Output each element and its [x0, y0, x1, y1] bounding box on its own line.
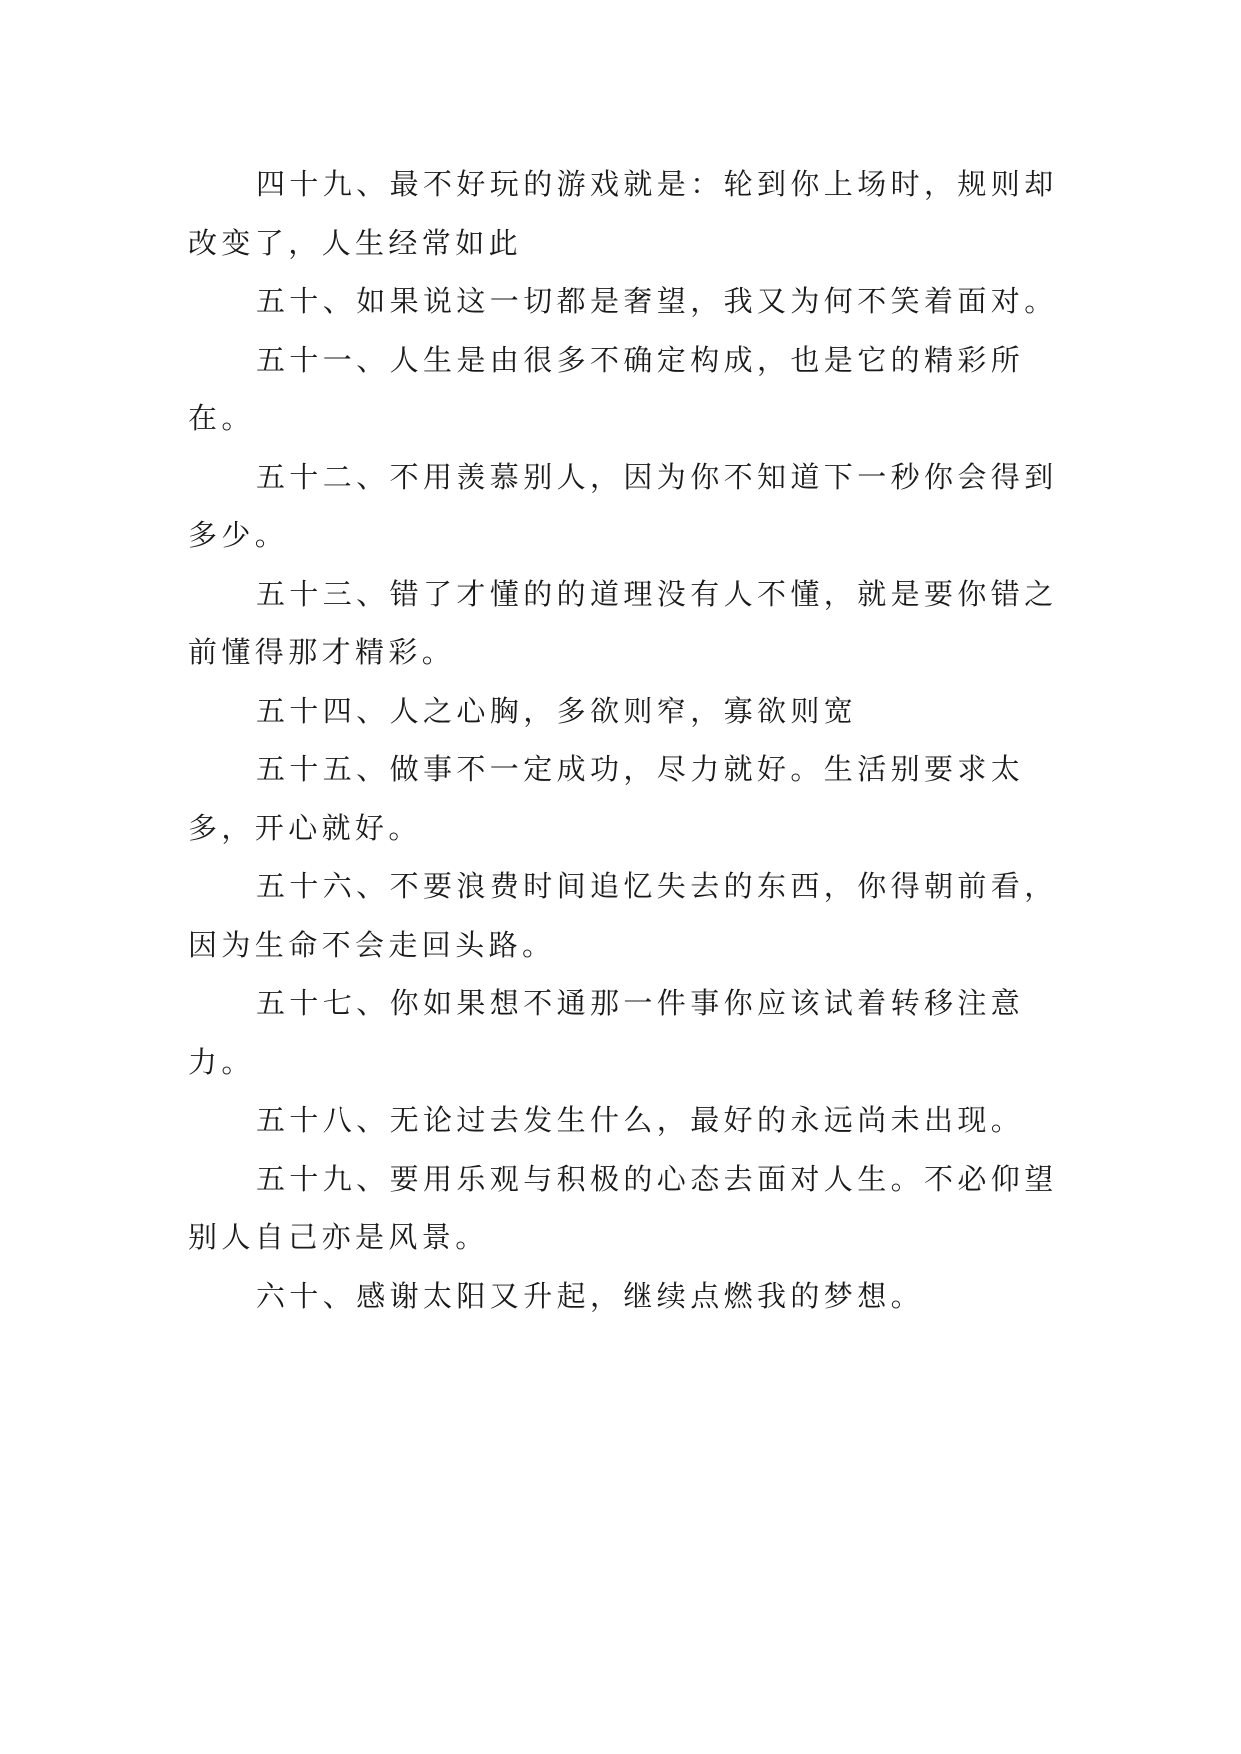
- paragraph-55: 五十五、做事不一定成功，尽力就好。生活别要求太多，开心就好。: [188, 752, 1025, 845]
- paragraph-52: 五十二、不用羡慕别人，因为你不知道下一秒你会得到多少。: [188, 459, 1058, 552]
- paragraph-60: 六十、感谢太阳又升起，继续点燃我的梦想。: [256, 1278, 925, 1313]
- paragraph-54: 五十四、人之心胸，多欲则窄，寡欲则宽: [256, 693, 858, 728]
- paragraph-51: 五十一、人生是由很多不确定构成，也是它的精彩所在。: [188, 342, 1025, 435]
- paragraph-59: 五十九、要用乐观与积极的心态去面对人生。不必仰望别人自己亦是风景。: [188, 1161, 1058, 1254]
- paragraph-50: 五十、如果说这一切都是奢望，我又为何不笑着面对。: [256, 284, 1058, 318]
- paragraph-58: 五十八、无论过去发生什么，最好的永远尚未出现。: [256, 1103, 1025, 1137]
- paragraph-56: 五十六、不要浪费时间追忆失去的东西，你得朝前看，因为生命不会走回头路。: [188, 869, 1058, 962]
- paragraph-53: 五十三、错了才懂的的道理没有人不懂，就是要你错之前懂得那才精彩。: [188, 576, 1058, 669]
- paragraph-49: 四十九、最不好玩的游戏就是：轮到你上场时，规则却改变了，人生经常如此: [188, 167, 1058, 260]
- document-body: [188, 155, 1068, 1325]
- paragraph-57: 五十七、你如果想不通那一件事你应该试着转移注意力。: [188, 986, 1025, 1079]
